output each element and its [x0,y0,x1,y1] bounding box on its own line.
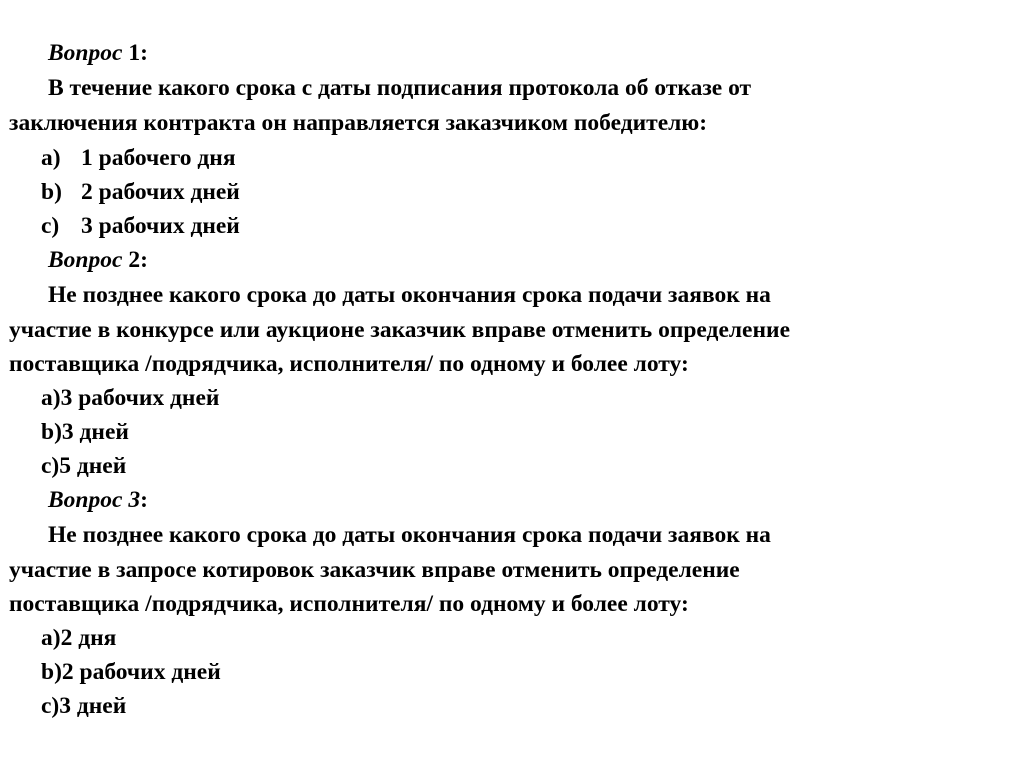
question-3-text-line-3: поставщика /подрядчика, исполнителя/ по одному и более лоту: [9,591,689,617]
question-3-colon: : [140,487,148,513]
question-2-text-line-2: участие в конкурсе или аукционе заказчик вправе отменить определение [9,317,790,343]
option-marker: a) [41,145,61,171]
question-2-option-a: а)3 рабочих дней [41,385,220,411]
question-2-option-c: c)5 дней [41,453,127,479]
question-3-text-line-2: участие в запросе котировок заказчик вправе отменить определение [9,557,740,583]
question-3-heading [48,483,148,517]
question-1-text-line-1: В течение какого срока с даты подписания протокола об отказе от [48,75,752,101]
question-1-text-line-2: заключения контракта он направляется заказчиком победителю: [9,110,708,136]
option-text: 1 рабочего дня [81,145,236,171]
option-marker: b) [41,179,62,205]
question-2-text-line-3: поставщика /подрядчика, исполнителя/ по одному и более лоту: [9,351,689,377]
question-2-label: Вопрос [48,247,123,273]
question-2-number: 2 [122,247,141,273]
question-3-text-line-1: Не позднее какого срока до даты окончания срока подачи заявок на [48,522,771,548]
option-text: 3 рабочих дней [81,213,240,239]
question-2-option-b: b)3 дней [41,419,129,445]
question-3-option-b: b)2 рабочих дней [41,659,221,685]
question-1-label: Вопрос [48,40,123,66]
question-3-number: 3 [122,487,141,513]
question-1-heading [48,36,148,70]
question-1-option-a [41,141,236,175]
question-3-option-a: а)2 дня [41,625,117,651]
question-2-text-line-1: Не позднее какого срока до даты окончания срока подачи заявок на [48,282,771,308]
question-1-number: 1 [122,40,141,66]
question-2-heading [48,243,148,277]
question-3-option-c: c)3 дней [41,693,127,719]
option-marker: c) [41,213,60,239]
question-1-option-c [41,209,240,243]
question-1-option-b [41,175,240,209]
question-2-colon: : [140,247,148,273]
question-1-colon: : [140,40,148,66]
question-3-label: Вопрос [48,487,123,513]
option-text: 2 рабочих дней [81,179,240,205]
